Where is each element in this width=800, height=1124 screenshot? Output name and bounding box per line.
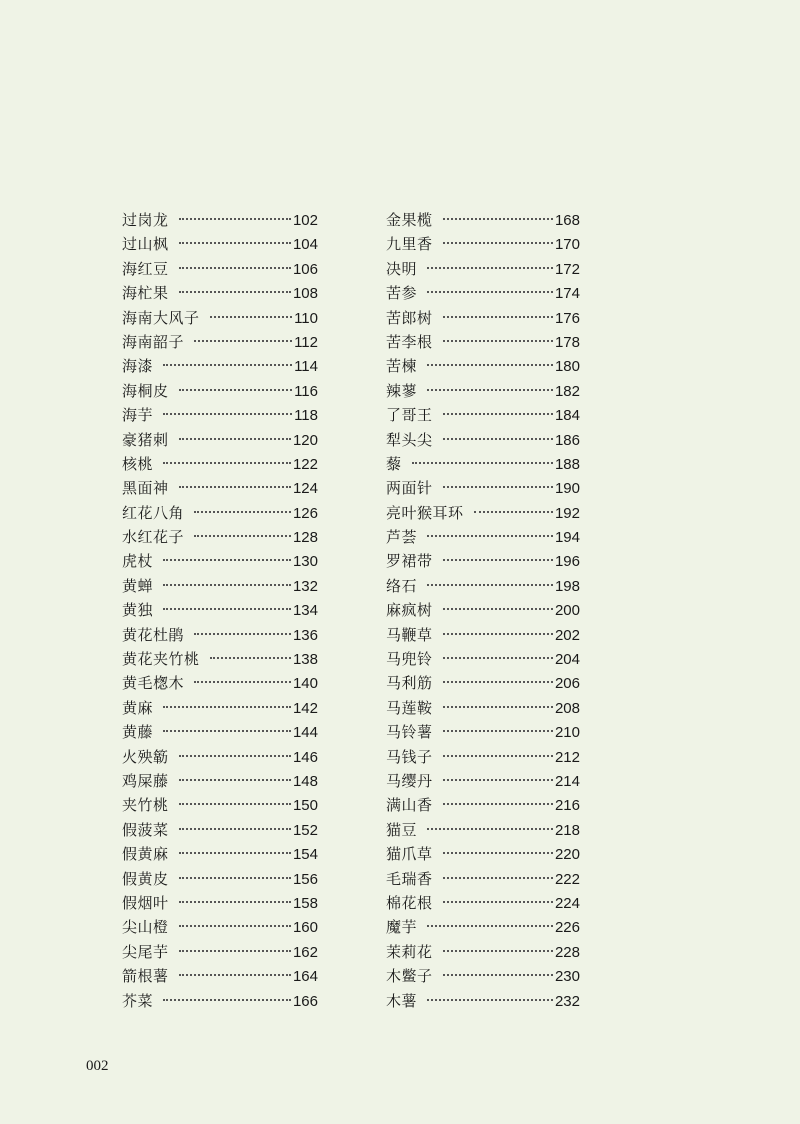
- dot-leader: [443, 657, 553, 659]
- toc-entry-name: 海桐皮: [122, 381, 169, 400]
- dot-leader: [443, 803, 553, 805]
- toc-entry[interactable]: [122, 989, 318, 1013]
- dot-leader: [443, 852, 553, 854]
- toc-entry[interactable]: [122, 818, 318, 842]
- dot-leader: [443, 633, 553, 635]
- toc-right-column: [386, 208, 580, 1013]
- dot-leader: [179, 486, 291, 488]
- dot-leader: [179, 218, 291, 220]
- dot-leader: [179, 267, 291, 269]
- toc-entry[interactable]: [386, 623, 580, 647]
- toc-entry[interactable]: [122, 964, 318, 988]
- toc-entry-page: 136: [292, 626, 318, 644]
- dot-leader: [443, 706, 553, 708]
- toc-entry-name: 芥菜: [122, 991, 154, 1010]
- toc-entry-name: 核桃: [122, 454, 154, 473]
- toc-entry-name: 满山香: [386, 796, 433, 815]
- toc-entry[interactable]: [386, 745, 580, 769]
- toc-entry-name: 箭根薯: [122, 967, 169, 986]
- toc-entry-page: 174: [554, 285, 580, 303]
- dot-leader: [474, 511, 553, 513]
- toc-entry[interactable]: [386, 330, 580, 354]
- toc-entry-name: 虎杖: [122, 552, 154, 571]
- toc-entry[interactable]: [122, 915, 318, 939]
- dot-leader: [179, 438, 291, 440]
- toc-entry[interactable]: [122, 842, 318, 866]
- toc-entry-name: 木鳖子: [386, 967, 433, 986]
- toc-entry-name: 藜: [386, 454, 402, 473]
- toc-entry-name: 马铃薯: [386, 723, 433, 742]
- toc-entry[interactable]: [122, 793, 318, 817]
- dot-leader: [163, 608, 291, 610]
- toc-entry[interactable]: [386, 452, 580, 476]
- toc-entry-page: 226: [554, 919, 580, 937]
- toc-entry-name: 苦郎树: [386, 308, 433, 327]
- toc-left-column: [122, 208, 318, 1013]
- toc-entry-name: 两面针: [386, 479, 433, 498]
- toc-entry[interactable]: [122, 867, 318, 891]
- toc-entry-page: 208: [554, 699, 580, 717]
- dot-leader: [194, 340, 292, 342]
- dot-leader: [163, 413, 292, 415]
- toc-entry-page: 216: [554, 797, 580, 815]
- dot-leader: [443, 681, 553, 683]
- toc-entry-name: 马莲鞍: [386, 698, 433, 717]
- dot-leader: [210, 316, 293, 318]
- toc-entry-page: 224: [554, 894, 580, 912]
- toc-entry[interactable]: [386, 964, 580, 988]
- toc-entry[interactable]: [386, 403, 580, 427]
- toc-entry-page: 112: [294, 333, 318, 351]
- toc-entry-name: 九里香: [386, 235, 433, 254]
- toc-entry[interactable]: [386, 476, 580, 500]
- toc-entry-name: 红花八角: [122, 503, 185, 522]
- toc-entry[interactable]: [386, 525, 580, 549]
- toc-entry[interactable]: [386, 842, 580, 866]
- toc-entry-page: 210: [554, 724, 580, 742]
- toc-entry[interactable]: [386, 257, 580, 281]
- dot-leader: [163, 706, 291, 708]
- toc-entry-page: 178: [554, 333, 580, 351]
- toc-entry-name: 茉莉花: [386, 942, 433, 961]
- dot-leader: [194, 535, 291, 537]
- toc-entry-name: 苦李根: [386, 332, 433, 351]
- toc-entry[interactable]: [122, 403, 318, 427]
- toc-entry-page: 146: [292, 748, 318, 766]
- toc-entry-name: 假烟叶: [122, 893, 169, 912]
- dot-leader: [412, 462, 553, 464]
- toc-entry[interactable]: [386, 208, 580, 232]
- dot-leader: [443, 340, 553, 342]
- toc-entry-page: 220: [554, 846, 580, 864]
- toc-entry[interactable]: [386, 915, 580, 939]
- toc-entry[interactable]: [122, 501, 318, 525]
- toc-entry-name: 木薯: [386, 991, 418, 1010]
- dot-leader: [163, 584, 291, 586]
- toc-entry[interactable]: [122, 720, 318, 744]
- toc-entry-page: 194: [554, 529, 580, 547]
- toc-entry-name: 黄蝉: [122, 576, 154, 595]
- toc-entry-page: 232: [554, 992, 580, 1010]
- toc-entry-name: 海漆: [122, 357, 154, 376]
- toc-entry[interactable]: [122, 574, 318, 598]
- toc-entry-page: 202: [554, 626, 580, 644]
- toc-entry-name: 海红豆: [122, 259, 169, 278]
- toc-entry-name: 黄花杜鹃: [122, 625, 185, 644]
- toc-entry-name: 了哥王: [386, 406, 433, 425]
- toc-entry-name: 麻疯树: [386, 601, 433, 620]
- toc-entry-name: 魔芋: [386, 918, 418, 937]
- toc-entry[interactable]: [386, 891, 580, 915]
- dot-leader: [443, 901, 553, 903]
- dot-leader: [179, 242, 291, 244]
- toc-entry[interactable]: [386, 671, 580, 695]
- dot-leader: [179, 389, 293, 391]
- toc-entry-page: 212: [554, 748, 580, 766]
- toc-entry-name: 马鞭草: [386, 625, 433, 644]
- toc-entry[interactable]: [122, 598, 318, 622]
- toc-entry-name: 马钱子: [386, 747, 433, 766]
- toc-entry-name: 苦参: [386, 284, 418, 303]
- toc-entry-name: 芦荟: [386, 528, 418, 547]
- toc-entry-name: 海南韶子: [122, 332, 185, 351]
- toc-entry-name: 水红花子: [122, 528, 185, 547]
- toc-entry[interactable]: [386, 818, 580, 842]
- toc-entry[interactable]: [122, 354, 318, 378]
- toc-entry-name: 黄花夹竹桃: [122, 650, 200, 669]
- toc-entry-page: 154: [292, 846, 318, 864]
- toc-entry[interactable]: [386, 598, 580, 622]
- toc-entry-name: 猫爪草: [386, 845, 433, 864]
- dot-leader: [179, 950, 291, 952]
- toc-entry-page: 196: [554, 553, 580, 571]
- toc-entry-name: 尖山橙: [122, 918, 169, 937]
- dot-leader: [427, 535, 553, 537]
- toc-entry-name: 豪猪刺: [122, 430, 169, 449]
- toc-entry-name: 尖尾芋: [122, 942, 169, 961]
- toc-entry-name: 假菠菜: [122, 820, 169, 839]
- toc-entry-page: 122: [292, 455, 318, 473]
- toc-entry[interactable]: [122, 647, 318, 671]
- dot-leader: [427, 267, 553, 269]
- toc-entry-name: 过山枫: [122, 235, 169, 254]
- toc-entry[interactable]: [122, 330, 318, 354]
- dot-leader: [443, 755, 553, 757]
- dot-leader: [179, 779, 291, 781]
- toc-entry-name: 猫豆: [386, 820, 418, 839]
- page-number: 002: [86, 1058, 109, 1074]
- toc-entry[interactable]: [122, 232, 318, 256]
- toc-entry-page: 152: [292, 821, 318, 839]
- toc-entry-page: 126: [292, 504, 318, 522]
- toc-entry-name: 黄麻: [122, 698, 154, 717]
- toc-entry-name: 黄独: [122, 601, 154, 620]
- toc-entry-name: 假黄麻: [122, 845, 169, 864]
- toc-entry-page: 118: [294, 407, 318, 425]
- dot-leader: [427, 389, 553, 391]
- toc-entry-page: 222: [554, 870, 580, 888]
- toc-entry-name: 黄毛楤木: [122, 674, 185, 693]
- toc-entry-page: 206: [554, 675, 580, 693]
- dot-leader: [179, 901, 291, 903]
- dot-leader: [179, 755, 291, 757]
- dot-leader: [427, 828, 553, 830]
- toc-entry[interactable]: [386, 647, 580, 671]
- toc-entry-page: 148: [292, 772, 318, 790]
- toc-entry[interactable]: [386, 867, 580, 891]
- dot-leader: [443, 608, 553, 610]
- toc-entry-name: 苦楝: [386, 357, 418, 376]
- toc-entry-page: 188: [554, 455, 580, 473]
- dot-leader: [427, 999, 553, 1001]
- toc-entry[interactable]: [122, 257, 318, 281]
- dot-leader: [443, 877, 553, 879]
- dot-leader: [443, 730, 553, 732]
- toc-entry-name: 海南大风子: [122, 308, 200, 327]
- toc-entry[interactable]: [386, 306, 580, 330]
- toc-entry-page: 132: [292, 577, 318, 595]
- toc-entry-page: 116: [294, 382, 318, 400]
- toc-entry[interactable]: [386, 696, 580, 720]
- dot-leader: [427, 584, 553, 586]
- toc-entry[interactable]: [386, 281, 580, 305]
- toc-entry-page: 192: [554, 504, 580, 522]
- toc-entry[interactable]: [122, 891, 318, 915]
- toc-entry-name: 马缨丹: [386, 771, 433, 790]
- toc-entry-page: 200: [554, 602, 580, 620]
- toc-entry-name: 辣蓼: [386, 381, 418, 400]
- toc-entry-page: 162: [292, 943, 318, 961]
- toc-entry-page: 230: [554, 968, 580, 986]
- toc-entry-page: 186: [554, 431, 580, 449]
- dot-leader: [163, 559, 291, 561]
- toc-entry-page: 218: [554, 821, 580, 839]
- toc-entry-page: 182: [554, 382, 580, 400]
- dot-leader: [163, 364, 292, 366]
- toc-entry-name: 络石: [386, 576, 418, 595]
- toc-entry-page: 144: [292, 724, 318, 742]
- toc-entry[interactable]: [386, 549, 580, 573]
- toc-entry-page: 114: [294, 358, 318, 376]
- toc-entry-page: 110: [294, 309, 318, 327]
- dot-leader: [194, 633, 291, 635]
- toc-entry[interactable]: [386, 769, 580, 793]
- toc-entry-page: 176: [554, 309, 580, 327]
- toc-entry-name: 犁头尖: [386, 430, 433, 449]
- toc-entry-page: 228: [554, 943, 580, 961]
- dot-leader: [179, 291, 291, 293]
- toc-entry-name: 决明: [386, 259, 418, 278]
- toc-entry[interactable]: [386, 501, 580, 525]
- dot-leader: [427, 291, 553, 293]
- toc-entry-page: 198: [554, 577, 580, 595]
- dot-leader: [163, 730, 291, 732]
- toc-entry-name: 鸡屎藤: [122, 771, 169, 790]
- toc-entry-name: 火殃簕: [122, 747, 169, 766]
- toc-entry-name: 过岗龙: [122, 211, 169, 229]
- dot-leader: [163, 462, 291, 464]
- toc-entry[interactable]: [386, 940, 580, 964]
- dot-leader: [427, 925, 553, 927]
- toc-entry-page: 160: [292, 919, 318, 937]
- toc-entry[interactable]: [122, 549, 318, 573]
- toc-entry[interactable]: [122, 379, 318, 403]
- toc-entry-name: 棉花根: [386, 893, 433, 912]
- toc-entry[interactable]: [386, 354, 580, 378]
- dot-leader: [443, 486, 553, 488]
- toc-entry-page: 106: [292, 260, 318, 278]
- toc-entry[interactable]: [122, 428, 318, 452]
- toc-entry-page: 180: [554, 358, 580, 376]
- dot-leader: [163, 999, 291, 1001]
- dot-leader: [443, 950, 553, 952]
- dot-leader: [179, 974, 291, 976]
- toc-entry-page: 204: [554, 651, 580, 669]
- toc-entry-page: 170: [554, 236, 580, 254]
- dot-leader: [179, 803, 291, 805]
- toc-entry-name: 夹竹桃: [122, 796, 169, 815]
- dot-leader: [179, 925, 291, 927]
- dot-leader: [443, 413, 553, 415]
- dot-leader: [427, 364, 553, 366]
- toc-entry[interactable]: [386, 793, 580, 817]
- toc-entry[interactable]: [122, 696, 318, 720]
- toc-entry-name: 马利筋: [386, 674, 433, 693]
- toc-entry-page: 108: [292, 285, 318, 303]
- toc-entry-page: 166: [292, 992, 318, 1010]
- toc-entry[interactable]: [122, 623, 318, 647]
- toc-entry-name: 假黄皮: [122, 869, 169, 888]
- toc-entry-page: 140: [292, 675, 318, 693]
- toc-entry[interactable]: [386, 379, 580, 403]
- toc-entry-page: 128: [292, 529, 318, 547]
- dot-leader: [194, 681, 291, 683]
- toc-entry[interactable]: [122, 940, 318, 964]
- toc-entry[interactable]: [122, 452, 318, 476]
- toc-entry-page: 164: [292, 968, 318, 986]
- toc-entry-page: 104: [292, 236, 318, 254]
- dot-leader: [443, 779, 553, 781]
- dot-leader: [179, 877, 291, 879]
- toc-entry-name: 毛瑞香: [386, 869, 433, 888]
- toc-entry[interactable]: [386, 989, 580, 1013]
- toc-entry-name: 海芋: [122, 406, 154, 425]
- dot-leader: [179, 828, 291, 830]
- dot-leader: [443, 242, 553, 244]
- toc-entry[interactable]: [386, 428, 580, 452]
- dot-leader: [210, 657, 291, 659]
- toc-entry-name: 金果榄: [386, 211, 433, 229]
- dot-leader: [443, 974, 553, 976]
- toc-entry-page: 134: [292, 602, 318, 620]
- dot-leader: [194, 511, 291, 513]
- dot-leader: [443, 559, 553, 561]
- toc-entry-name: 马兜铃: [386, 650, 433, 669]
- toc-entry-page: 150: [292, 797, 318, 815]
- toc-entry-page: 190: [554, 480, 580, 498]
- toc-entry-page: 214: [554, 772, 580, 790]
- toc-entry-page: 172: [554, 260, 580, 278]
- toc-entry-name: 亮叶猴耳环: [386, 503, 464, 522]
- toc-entry-name: 黑面神: [122, 479, 169, 498]
- toc-entry[interactable]: [386, 232, 580, 256]
- toc-entry[interactable]: [122, 281, 318, 305]
- toc-entry[interactable]: [122, 208, 318, 232]
- toc-entry-page: 102: [292, 212, 318, 229]
- toc-entry[interactable]: [122, 671, 318, 695]
- toc-entry-page: 158: [292, 894, 318, 912]
- toc-entry-page: 142: [292, 699, 318, 717]
- dot-leader: [443, 218, 553, 220]
- toc-entry-page: 156: [292, 870, 318, 888]
- toc-entry-page: 138: [292, 651, 318, 669]
- toc-entry[interactable]: [122, 476, 318, 500]
- toc-entry[interactable]: [122, 306, 318, 330]
- toc-entry[interactable]: [122, 745, 318, 769]
- toc-entry-name: 罗裙带: [386, 552, 433, 571]
- toc-entry-page: 130: [292, 553, 318, 571]
- toc-entry-page: 168: [554, 212, 580, 229]
- toc-entry-page: 124: [292, 480, 318, 498]
- dot-leader: [443, 316, 553, 318]
- toc-entry-page: 184: [554, 407, 580, 425]
- dot-leader: [179, 852, 291, 854]
- toc-entry[interactable]: [386, 720, 580, 744]
- toc-entry[interactable]: [386, 574, 580, 598]
- toc-entry[interactable]: [122, 769, 318, 793]
- toc-entry-page: 120: [292, 431, 318, 449]
- toc-entry-name: 海杧果: [122, 284, 169, 303]
- toc-entry-name: 黄藤: [122, 723, 154, 742]
- toc-entry[interactable]: [122, 525, 318, 549]
- dot-leader: [443, 438, 553, 440]
